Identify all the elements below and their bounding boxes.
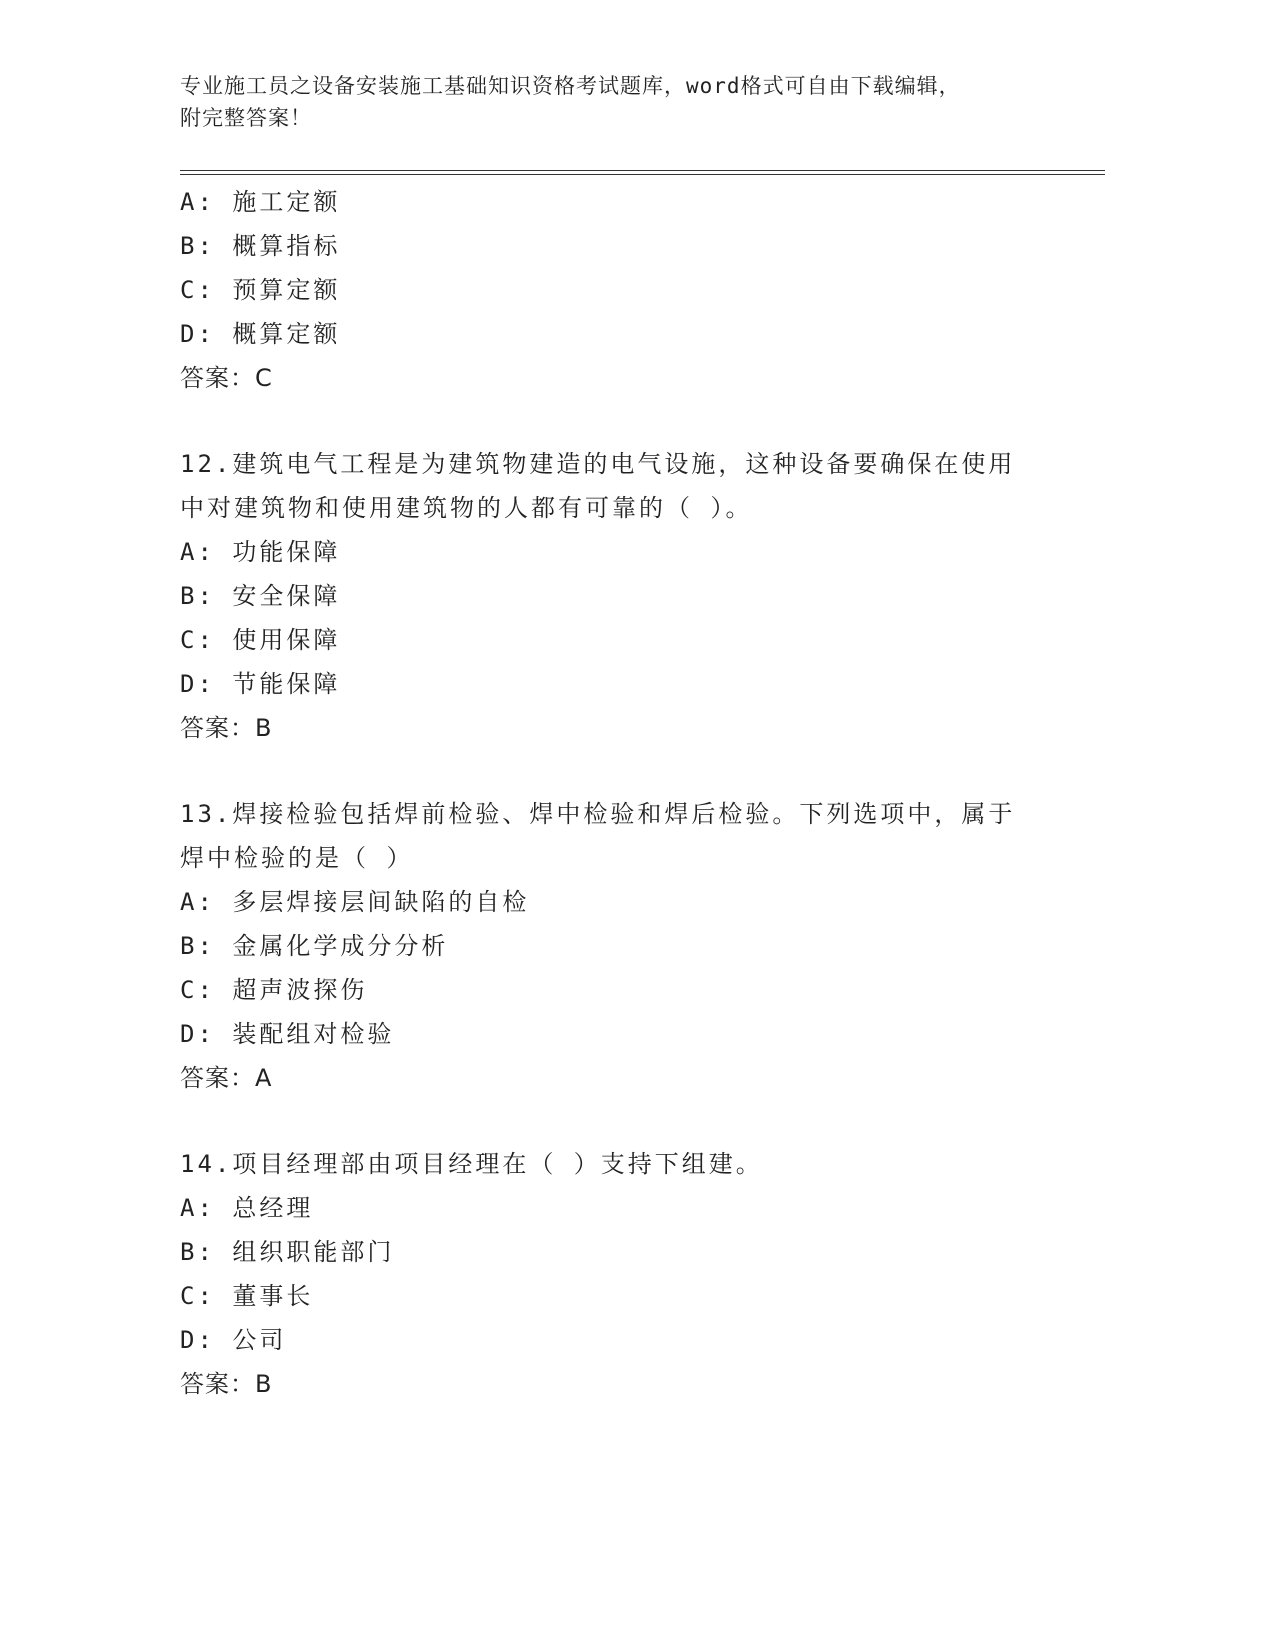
- question-14: [180, 1142, 1050, 1406]
- header-line-2: 附完整答案！: [180, 106, 312, 130]
- option-d: D: 公司: [180, 1326, 287, 1354]
- option-b: B: 金属化学成分分析: [180, 932, 449, 960]
- question-stem-line-1: 13.焊接检验包括焊前检验、焊中检验和焊后检验。下列选项中，属于: [180, 800, 1016, 828]
- option-a: A: 多层焊接层间缺陷的自检: [180, 888, 530, 916]
- option-c: C: 使用保障: [180, 626, 341, 654]
- option-b: B: 安全保障: [180, 582, 341, 610]
- option-a: A: 功能保障: [180, 538, 341, 566]
- answer: 答案：A: [180, 1064, 273, 1092]
- question-stem: [180, 1142, 1050, 1186]
- option-d: D: 装配组对检验: [180, 1020, 395, 1048]
- question-stem-line-1: 14.项目经理部由项目经理在（ ）支持下组建。: [180, 1150, 763, 1178]
- header-line-1: 专业施工员之设备安装施工基础知识资格考试题库，word格式可自由下载编辑，: [180, 74, 961, 98]
- option-d: D: 概算定额: [180, 320, 341, 348]
- question-stem: [180, 792, 1050, 880]
- option-a: A: 施工定额: [180, 188, 341, 216]
- option-c: C: 董事长: [180, 1282, 314, 1310]
- question-list: [180, 180, 1050, 1406]
- question-12: [180, 442, 1050, 750]
- option-b: B: 概算指标: [180, 232, 341, 260]
- option-d: D: 节能保障: [180, 670, 341, 698]
- question-13: [180, 792, 1050, 1100]
- header-divider: [180, 170, 1105, 171]
- answer: 答案：B: [180, 1370, 273, 1398]
- option-a: A: 总经理: [180, 1194, 314, 1222]
- header-divider-second: [180, 174, 1105, 175]
- question-stem: [180, 442, 1050, 530]
- option-b: B: 组织职能部门: [180, 1238, 395, 1266]
- question-stem-line-2: 中对建筑物和使用建筑物的人都有可靠的（ ）。: [180, 494, 753, 522]
- option-c: C: 超声波探伤: [180, 976, 368, 1004]
- option-c: C: 预算定额: [180, 276, 341, 304]
- question-11: [180, 180, 1050, 400]
- question-stem-line-1: 12.建筑电气工程是为建筑物建造的电气设施，这种设备要确保在使用: [180, 450, 1016, 478]
- question-stem-line-2: 焊中检验的是（ ）: [180, 844, 414, 872]
- answer: 答案：B: [180, 714, 273, 742]
- answer: 答案：C: [180, 364, 273, 392]
- document-header: [180, 70, 1080, 134]
